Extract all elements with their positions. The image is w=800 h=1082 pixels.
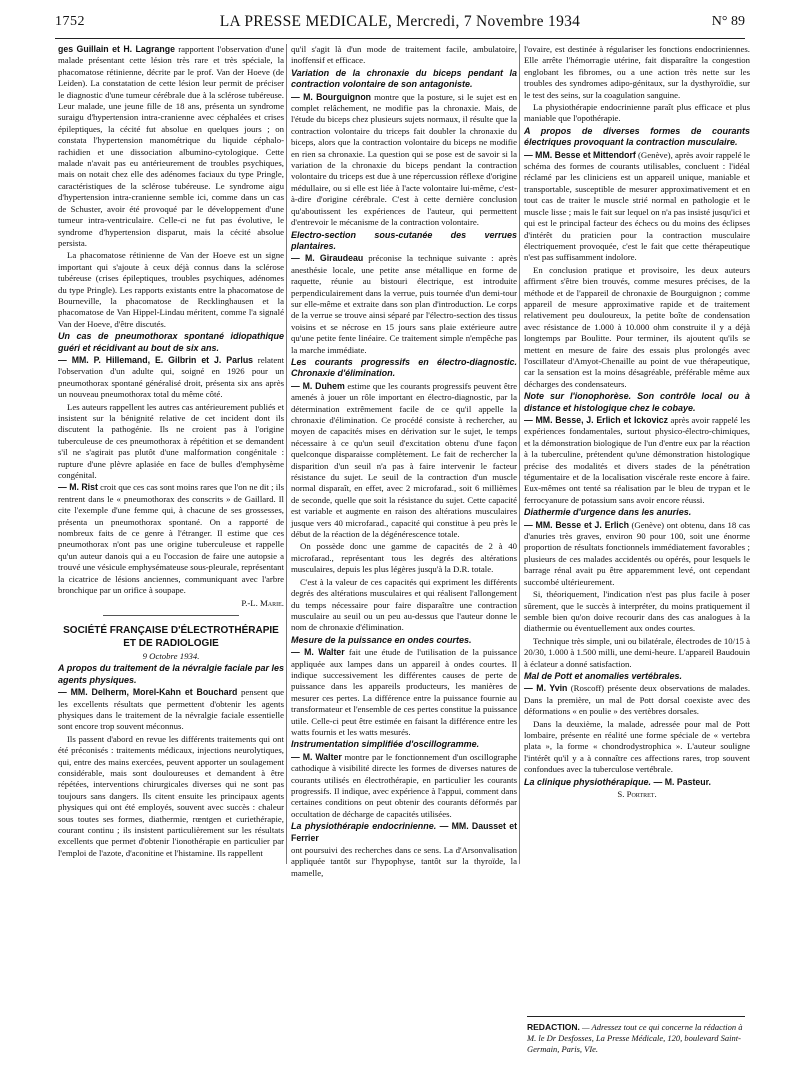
paragraph-text: fait une étude de l'utilisation de la puissance appliquée aux lampes dans un appareil à ondes courtes. Il indique successivement les différentes causes de perte de puissance dans les appareils producteurs, les manières de mesurer ces pertes. La différence entre la puissance fournie au transformateur et l'ensemble de ces pertes constitue la puissance utile. Celle-ci peut être estimée en faisant la différence entre les watts fournis et les watts mesurés. xyxy=(291,647,518,737)
column-2 xyxy=(291,44,517,880)
column-divider-2 xyxy=(519,44,520,864)
paragraph-text: (Genève) ont obtenu, dans 18 cas d'anuries très graves, environ 90 pour 100, soit une énorme proportion de résultats fonctionnels immédiatement favorables ; plusieurs de ces malades accidentés ou opérés, pour lesquels le barrage rénal avait pu être apparemment levé, ont cependant succombé ultérieurement. xyxy=(524,519,750,587)
column-divider-1 xyxy=(286,44,287,864)
paragraph-text: après avoir rappelé les expériences fondamentales, surtout physico-électro-chimiques, et la démonstration biologique de l'un d'entre eux par la réaction à la tuberculine, prétendent qu'une démonstration histologique précise des modalités et divers stades de la pénétration tégumentaire et de la localisation viscérale reste encore à faire. Eux-mêmes ont tenté sa réalisation par le bleu de trypan et le ferrocyanure de potassium sans avoir encore réussi. xyxy=(524,415,751,505)
paragraph-text: (Genève), après avoir rappelé le schéma des formes de courants utilisables, concluent : l'idéal réclamé par les cliniciens est un appareil unique, maniable et transportable, susceptible de mesurer approximativement et en tout cas de traiter le muscle strié normal en pathologie et le muscle lisse ; mais le fait sur lequel on n'a pas insisté jusqu'ici et qui est le principal facteur des échecs ou du moins des éclipses d'intérêt du praticien pour la contraction musculaire électriquement provoquée, c'est le fait que cette thérapeutique n'est pas suffisamment indolore. xyxy=(524,149,751,263)
authors: — M. Rist xyxy=(58,482,98,493)
session-date: 9 Octobre 1934. xyxy=(142,650,200,661)
paragraph-text: rapportent l'observation d'une malade présentant cette lésion très rare et très spéciale, la phacomatose rétinienne, décrite par le prof. Van der Hoeve (de Leiden). La constatation de cette lésion leur permit de préciser le diagnostic d'une tumeur cérébrale due à la sclérose tubéreuse. Leur malade, une jeune fille de 18 ans, présenta un syndrome suraigu d'hypertension intra-cranienne avec céphalées et crises épileptiques, la cécité fut absolue en quelques jours ; on constata l'hypertension manométrique du liquide céphalo-rachidien et une dissociation albumino-cytologique. Cette malade n'avait pas eu antérieurement de troubles psychiques, mais on notait chez elle des adénomes faciaux du type Pringle, caractéristiques de la sclérose tubéreuse. Le syndrome aigu d'hypertension intra-cranienne semble ici, comme dans un cas de Schuster, avoir été provoqué par le développement d'une tumeur intra-ventriculaire. Celle-ci ne fut pas évolutive, le syndrome d'hypertension disparut, mais la cécité absolue persista. xyxy=(58,44,285,248)
authors: — M. Bourguignon xyxy=(291,91,372,102)
authors: — M. Walter xyxy=(291,751,342,762)
column-3 xyxy=(524,44,750,801)
section-title: Variation de la chronaxie du biceps pendant la contraction volontaire de son antagoniste. xyxy=(291,67,517,90)
signature: P.-L. Marie. xyxy=(241,597,284,608)
paragraph: Ils passent d'abord en revue les différents traitements qui ont été préconisés : traitements médicaux, injections neurolytiques, qui, entre des mains exercées, peuvent apporter un soulagement considérable, mais sont douloureuses et demandent à être répétées, interventions chirurgicales diverses qui ne sont pas toujours sans dangers. Ils citent ensuite les principaux agents physiques qui ont été employés, souvent avec succès : chaleur sous toutes ses formes, diathermie, rœntgen et curiethérapie, courant continu ; ils insistent particulièrement sur les résultats excellents que permet d'obtenir l'ionothérapie en particulier par l'emploi de l'azote, d'aconitine et l'histamine. Ils rappellent xyxy=(58,733,284,858)
section-title: Diathermie d'urgence dans les anuries. xyxy=(524,507,692,518)
header-rule xyxy=(55,38,745,39)
paragraph xyxy=(58,44,284,249)
section-title xyxy=(291,821,517,844)
paragraph-text: pensent que les excellents résultats que permettent d'obtenir les agents physiques dans le traitement de la névralgie faciale essentielle sont encore trop souvent méconnus. xyxy=(58,687,284,732)
editorial-notice xyxy=(527,1022,747,1055)
section-title: Mal de Pott et anomalies vertébrales. xyxy=(524,670,683,681)
section-title: Instrumentation simplifiée d'oscillogramme. xyxy=(291,739,480,750)
section-title-text: La clinique physiothérapique. xyxy=(524,776,652,787)
authors: — MM. Besse et J. Erlich xyxy=(524,519,629,530)
paragraph-text: relatent l'observation d'un adulte qui, soigné en 1926 pour un pneumothorax spontané généralisé droit, présenta six ans après un nouveau pneumothorax total du même côté. xyxy=(58,354,285,400)
paragraph-text: (Roscoff) présente deux observations de malades. Dans la première, un mal de Pott dorsal coexiste avec des déformations « en poulie » des vertèbres dorsales. xyxy=(524,683,751,717)
paragraph: qu'il s'agit là d'un mode de traitement facile, ambulatoire, inoffensif et efficace. xyxy=(291,44,517,66)
paragraph xyxy=(524,520,750,588)
authors: — M. Pasteur. xyxy=(653,776,711,787)
authors: — MM. Dausset et Ferrier xyxy=(291,821,518,843)
authors: — MM. P. Hillemand, E. Gilbrin et J. Parlus xyxy=(58,354,254,365)
paragraph-text: préconise la technique suivante : après anesthésie locale, une petite anse métallique en forme de raquette, réunie au bistouri électrique, est introduite perpendiculairement dans la verrue, puis tournée d'un demi-tour sur elle-même et extraite dans son plan d'introduction. Le corps de la verrue se trouve ainsi séparé par l'électro-section des tissus voisins et se nécrose en 15 jours sans plaie extérieure autre qu'une petite fente linéaire. Ce traitement simple n'empêche pas la marche immédiate. xyxy=(291,253,518,355)
paragraph: l'ovaire, est destinée à régulariser les fonctions endocriniennes. Elle arrête l'hémorragie utérine, fait disparaître la congestion englobant les fibromes, ou a une action très nette sur les troubles des syndromes adipo-génitaux, sur la dysthyroïdie, sur le test des seins, sur la coagulation sanguine. xyxy=(524,44,750,100)
paragraph xyxy=(524,150,750,264)
paragraph xyxy=(524,415,750,506)
paragraph: La physiothérapie endocrinienne paraît plus efficace et plus maniable que l'opothérapie. xyxy=(524,102,750,124)
section-title: Note sur l'ionophorèse. Son contrôle local ou à distance et histologique chez le cobaye. xyxy=(524,391,750,413)
section-title xyxy=(524,777,750,788)
authors: — M. Walter xyxy=(291,647,345,658)
column-1 xyxy=(58,44,284,860)
paragraph: ont poursuivi des recherches dans ce sens. La d'Arsonvalisation appliquée tantôt sur l'hypophyse, tantôt sur la thyroïde, la mamelle, xyxy=(291,845,517,878)
paragraph xyxy=(58,355,284,401)
paragraph-text: estime que les courants progressifs peuvent être amenés à jouer un rôle important en électro-diagnostic, par la détermination extrêmement facile de ce qu'il appelle la chronaxie d'élimination. Ce procédé consiste à rechercher, au moyen de capacités mises en dérivation sur le sujet, le temps nécessaire à ce qu'un seuil d'excitation obtenu d'une façon quelconque disparaisse complètement. Le fait de rechercher la disparition d'un seuil n'a pas à faire intervenir le facteur résistance du sujet. Le seuil de la contraction d'un muscle normal disparaît, en effet, avec 2 microfarad., soit 6 millièmes de seconde, quelle que soit la résistance du sujet. Cette capacité est variable et augmente en raison des altérations musculaires jusque vers 40 microfarad., capacité qui constitue à peu près le début de la réaction de la dégénérescence totale. xyxy=(291,380,517,540)
authors: — MM. Delherm, Morel-Kahn et Bouchard xyxy=(58,687,238,698)
editorial-text: — Adressez tout ce qui concerne la rédaction à M. le Dr Desfosses, La Presse Médicale, 120, boulevard Saint-Germain, Paris, VIe. xyxy=(527,1022,743,1054)
paragraph: On possède donc une gamme de capacités de 2 à 40 microfarad., représentant tous les degrés des altérations musculaires, depuis les plus légères jusqu'à la D.R. totale. xyxy=(291,541,517,575)
section-title: A propos de diverses formes de courants électriques provoquant la contraction musculaire. xyxy=(524,125,750,148)
society-heading-line-1: SOCIÉTÉ FRANÇAISE D'ÉLECTROTHÉRAPIE xyxy=(63,624,279,636)
society-heading-line-2: ET DE RADIOLOGIE xyxy=(123,637,219,649)
section-separator xyxy=(103,615,239,616)
section-title: Mesure de la puissance en ondes courtes. xyxy=(291,634,472,645)
section-title: Electro-section sous-cutanée des verrues plantaires. xyxy=(291,229,517,251)
paragraph: En conclusion pratique et provisoire, les deux auteurs affirment s'être bien trouvés, comme mesures précises, de la méthode et de l'appareil de chronaxie de Bourguignon ; comme appareil de mesure approximative rapide et de traitement relativement peu douloureux, la petite boîte de condensation avec résistance de 1.000 à 10.000 ohm construite il y a déjà longtemps par Boulitte. Pour terminer, ils ajoutent qu'ils se mettent en mesure de faire des essais plus prolongés avec l'oscillateur d'Amyot-Chenaille au point de vue thérapeutique, car la sensation est la moins désagréable, préférable même aux décharges des condensateurs. xyxy=(524,264,750,389)
paragraph xyxy=(291,752,517,820)
paragraph: La phacomatose rétinienne de Van der Hoeve est un signe important qui s'ajoute à ceux déjà connus dans la sclérose tubéreuse (crises épileptiques, troubles psychiques, adénomes du type Pringle). Les rapports existants entre la phacomatose de Bourneville, la phacomatose de Recklinghausen et la phacomatose de Van Hippel-Lindau méritent, comme l'a signalé Van der Hoeve, d'être discutés. xyxy=(58,250,284,329)
editorial-label: REDACTION. xyxy=(527,1022,580,1032)
society-heading xyxy=(58,624,284,650)
paragraph xyxy=(58,482,284,596)
paragraph xyxy=(291,253,517,356)
footer-rule xyxy=(527,1016,745,1017)
paragraph xyxy=(58,687,284,733)
paragraph: Dans la deuxième, la malade, adressée pour mal de Pott lombaire, présente en réalité une forme spéciale de « vertebra plata », la forme « chondrodystrophica ». L'auteur souligne l'intérêt qu'il y a à connaître ces affections rares, trop souvent confondues avec la tuberculose vertébrale. xyxy=(524,718,750,775)
page-number: 1752 xyxy=(55,14,85,29)
authors: — MM. Besse et Mittendorf xyxy=(524,149,636,160)
paragraph: Si, théoriquement, l'indication n'est pas plus facile à poser sûrement, que le succès à interpréter, du moins pratiquement il semble bien qu'on doive recourir dans des cas analogues à la diathermie ou éventuellement aux ondes courtes. xyxy=(524,589,750,634)
paragraph: C'est à la valeur de ces capacités qui expriment les différents degrés des altérations musculaires et qui réalisent l'allongement du temps nécessaire pour faire disparaître une contraction musculaire au seuil ou un peu au-dessus que l'auteur donne le nom de chronaxie d'élimination. xyxy=(291,576,517,633)
section-title: A propos du traitement de la névralgie faciale par les agents physiques. xyxy=(58,663,284,685)
paragraph-text: montre par le fonctionnement d'un oscillographe cathodique à visibilité directe les formes de diverses natures de courants utilisés en électrothérapie, en particulier les courants progressifs. Il indique, avec expérience à l'appui, comment dans certaines conditions on peut obtenir des courants déformés par occultation de décharge de capacités utilisées. xyxy=(291,751,518,819)
section-title-text: La physiothérapie endocrinienne. xyxy=(291,821,437,832)
paragraph-text: montre que la posture, si le sujet est en complet relâchement, ne modifie pas la chronaxie. Mais, de l'étude du biceps chez plusieurs sujets normaux, il résulte que la contraction volontaire du triceps fait doubler la chronaxie du biceps, alors que la contraction volontaire du biceps ne modifie en rien sa chronaxie. La question qui se pose est de savoir si la variation de la chronaxie du biceps pendant la contraction volontaire du triceps est due à une répercussion réflexe d'origine médullaire, ou si elle est liée à l'acte volontaire lui-même, c'est-à-dire d'origine cérébrale. C'est à cette dernière conclusion qu'aboutissent les expériences de l'auteur, qui permettent d'entrevoir le mécanisme de la contraction volontaire. xyxy=(291,91,517,228)
section-title: Les courants progressifs en électro-diagnostic. Chronaxie d'élimination. xyxy=(291,356,517,379)
paragraph xyxy=(524,683,750,717)
authors: — MM. Besse, J. Erlich et Ickovicz xyxy=(524,415,669,425)
paragraph: Les auteurs rappellent les autres cas antérieurement publiés et insistent sur la bénignité relative de cet incident dont ils discutent la pathogénie. Ils ne croient pas à l'origine tuberculeuse de ces pneumothorax à répétition et se demandent s'il ne s'agirait pas plutôt d'une malformation congénitale : rupture d'une plèvre aplasiée en face de bulles d'emphysème congénital. xyxy=(58,401,284,481)
authors: — M. Giraudeau xyxy=(291,253,364,264)
authors: — M. Duhem xyxy=(291,380,345,391)
issue-number: N° 89 xyxy=(711,14,745,29)
authors: ges Guillain et H. Lagrange xyxy=(58,44,175,54)
journal-title: LA PRESSE MEDICALE, Mercredi, 7 Novembre 1934 xyxy=(219,13,581,30)
paragraph xyxy=(291,647,517,738)
paragraph: Technique très simple, uni ou bilatérale, électrodes de 10/15 à 20/30, 1.000 à 1.500 milli, une demi-heure. L'appareil Baudouin à éclateur a donné satisfaction. xyxy=(524,635,750,669)
section-title: Un cas de pneumothorax spontané idiopathique guéri et récidivant au bout de six ans. xyxy=(58,331,284,353)
paragraph xyxy=(291,381,517,541)
authors: — M. Yvin xyxy=(524,683,568,694)
paragraph-text: croit que ces cas sont moins rares que l'on ne dit ; ils rentrent dans le « pneumothorax des conscrits » de Gaillard. Il cite l'exemple d'une femme qui, à chacune de ses grossesses, présenta un pneumothorax spontané. On a rapporté de nombreux faits de ce genre à l'étranger. Il estime que ces pneumothorax n'ont pas une origine tuberculeuse et rappelle qu'un auteur danois qui a eu l'occasion de faire une autopsie a trouvé une vésicule emphysémateuse sous-pleurale, représentant la cicatrice de lésions anciennes, communiquant avec l'arbre bronchique par un orifice à soupape. xyxy=(58,482,285,596)
signature: S. Portret. xyxy=(617,789,657,799)
paragraph xyxy=(291,92,517,229)
page-header xyxy=(55,12,745,38)
